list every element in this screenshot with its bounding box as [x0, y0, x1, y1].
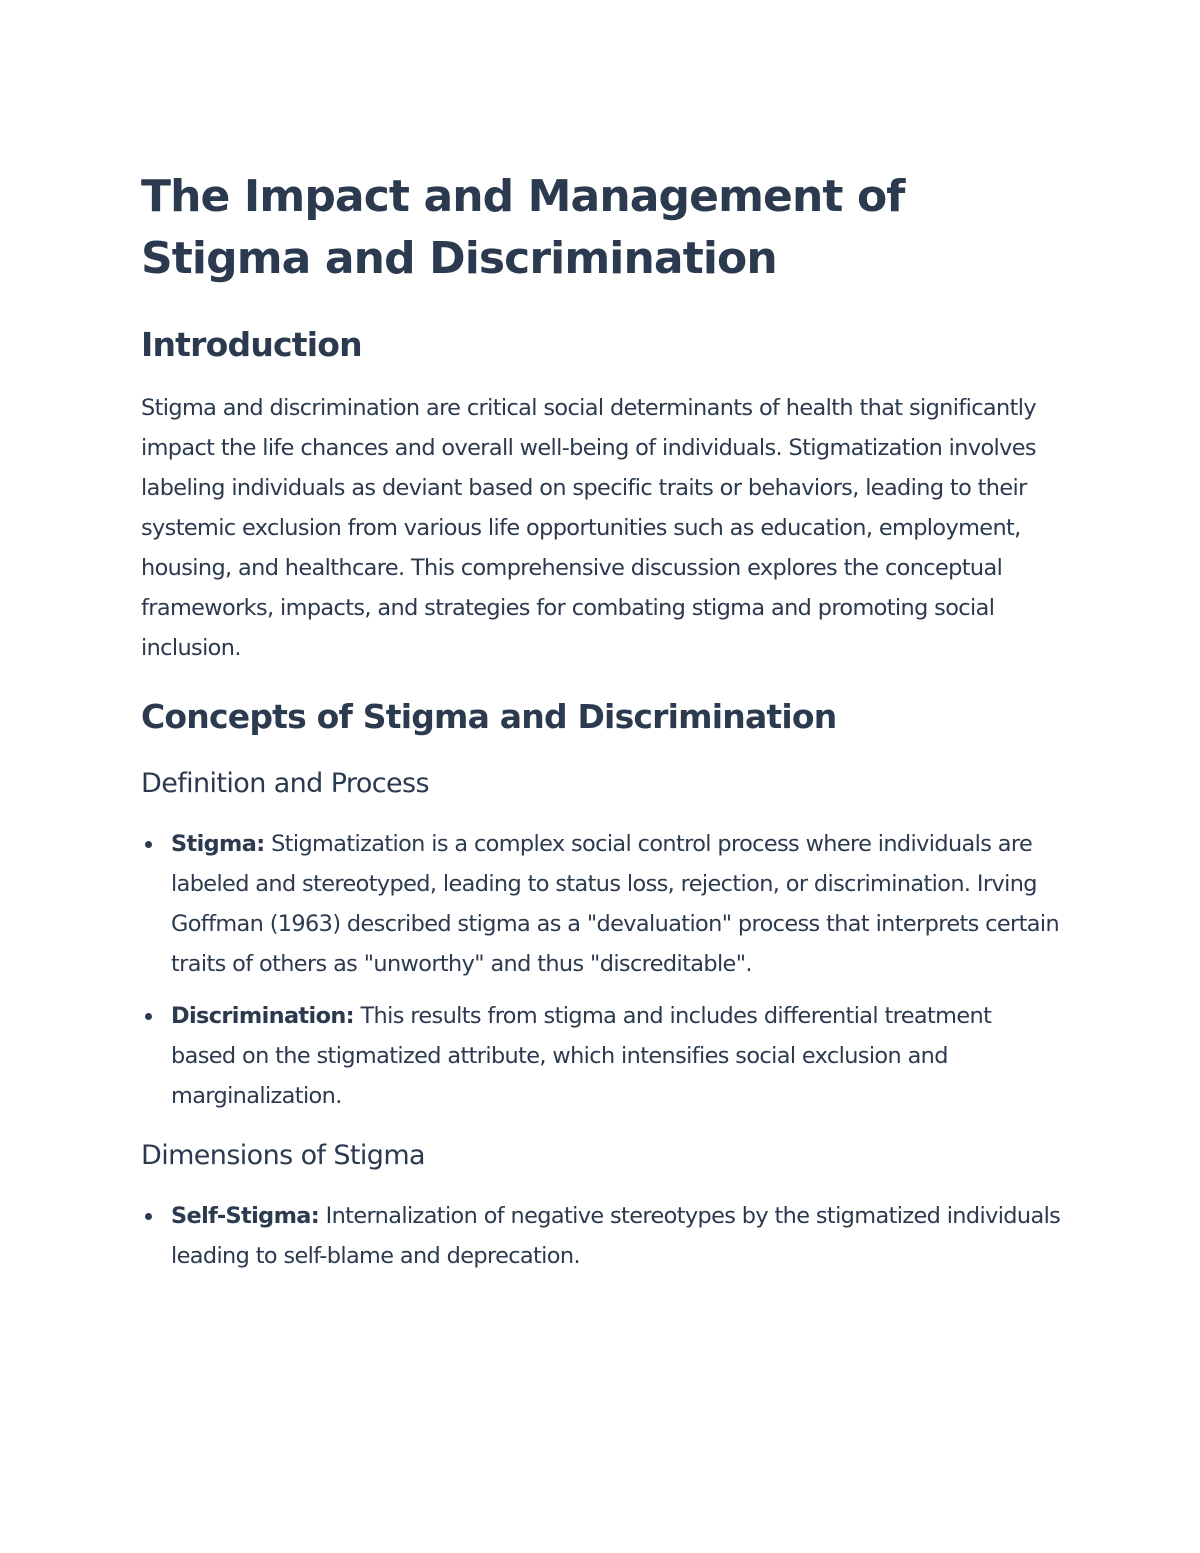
introduction-paragraph: Stigma and discrimination are critical social determinants of health that significantly impact the life chances and overall well-being of individuals. Stigmatization involves labeling individuals as deviant based on specific traits or behaviors, leading to their systemic exclusion from various life opportunities such as education, employment, housing, and healthcare. This comprehensive discussion explores the conceptual frameworks, impacts, and strategies for combating stigma and promoting social inclusion.: [141, 395, 1036, 661]
term-description: This results from stigma and includes differential treatment based on the stigmatized attribute, which intensifies social exclusion and marginalization.: [171, 1003, 992, 1109]
definition-subheading: Definition and Process: [141, 768, 429, 799]
document-title: The Impact and Management of Stigma and Discrimination: [141, 171, 905, 284]
term-description: Stigmatization is a complex social control process where individuals are labeled and stereotyped, leading to status loss, rejection, or discrimination. Irving Goffman (1963) described stigma as a "devaluation" process that interprets certain traits of others as "unworthy" and thus "discreditable".: [171, 831, 1060, 977]
list-item-self-stigma: [141, 1196, 1061, 1276]
bullet-icon: [145, 841, 152, 848]
term-label: Discrimination:: [171, 1003, 354, 1029]
dimensions-list: [141, 1196, 1061, 1276]
term-label: Self-Stigma:: [171, 1203, 320, 1229]
list-item-discrimination: [141, 996, 1061, 1116]
term-description: Internalization of negative stereotypes by the stigmatized individuals leading to self-blame and deprecation.: [171, 1203, 1061, 1269]
bullet-icon: [145, 1213, 152, 1220]
dimensions-subheading: Dimensions of Stigma: [141, 1140, 425, 1171]
bullet-icon: [145, 1013, 152, 1020]
definition-list: [141, 824, 1061, 1116]
concepts-heading: Concepts of Stigma and Discrimination: [141, 697, 837, 736]
document-page: [141, 166, 1061, 1288]
introduction-heading: Introduction: [141, 325, 362, 364]
list-item-stigma: [141, 824, 1061, 984]
term-label: Stigma:: [171, 831, 265, 857]
